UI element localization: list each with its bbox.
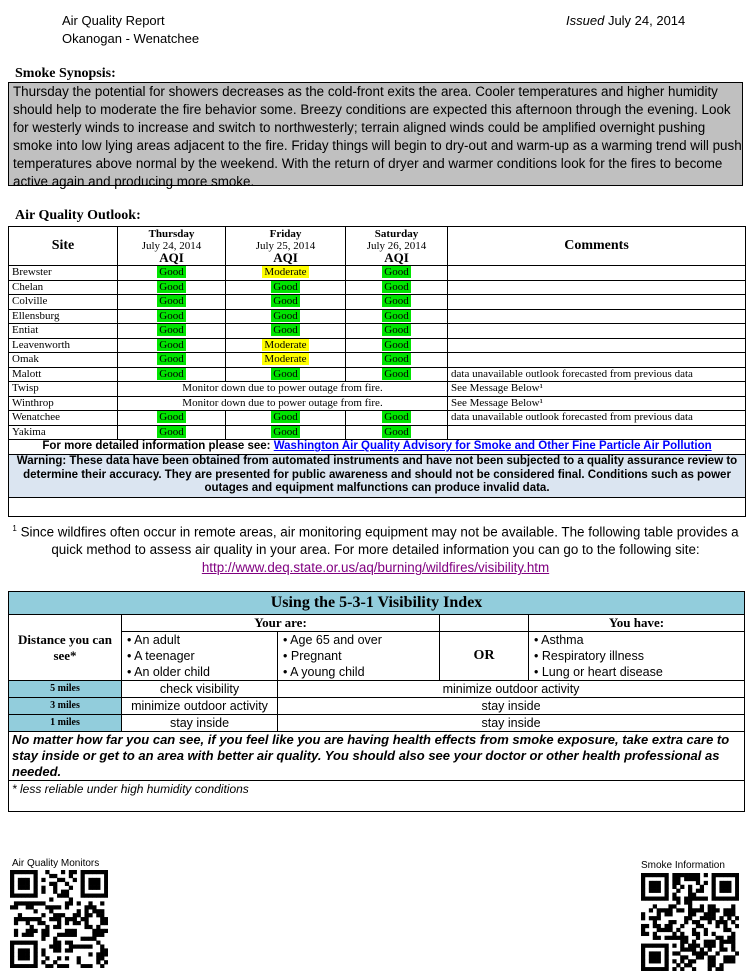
- outlook-row: [9, 382, 746, 397]
- aqi-badge: Good: [159, 367, 184, 380]
- aqi-badge: Moderate: [264, 266, 307, 279]
- aqi-badge: Good: [384, 309, 409, 322]
- blank-row: [9, 497, 746, 516]
- site-name: Brewster: [9, 266, 118, 281]
- health-note: No matter how far you can see, if you feel like you are having health effects from smoke exposure, take extra care to stay inside or get to an area with better air quality. You should also see your doctor or other health professional as needed.: [9, 732, 745, 781]
- day-header: Saturday July 26, 2014 AQI: [346, 227, 448, 266]
- aqi-badge: Good: [384, 367, 409, 380]
- site-name: Colville: [9, 295, 118, 310]
- your-are-header: Your are:: [122, 615, 440, 632]
- vis-row-5: 5 miles check visibility minimize outdoor activity: [9, 681, 745, 698]
- visibility-table: [8, 591, 745, 812]
- outlook-row: [9, 367, 746, 382]
- comment: [448, 324, 746, 339]
- site-name: Wenatchee: [9, 411, 118, 426]
- monitor-down-note: Monitor down due to power outage from fire.: [118, 382, 448, 397]
- or-label: OR: [440, 632, 529, 681]
- aqi-badge: Good: [384, 353, 409, 366]
- humidity-footnote: * less reliable under high humidity conditions: [9, 781, 745, 812]
- report-title: Air Quality Report: [62, 13, 165, 28]
- comment: [448, 295, 746, 310]
- qr-left-label: Air Quality Monitors: [12, 858, 100, 869]
- you-have-header: You have:: [529, 615, 745, 632]
- vis-row-3: 3 miles minimize outdoor activity stay inside: [9, 698, 745, 715]
- issued-label: Issued: [566, 13, 605, 28]
- aqi-badge: Good: [384, 295, 409, 308]
- comment: See Message Below¹: [448, 396, 746, 411]
- site-name: Leavenworth: [9, 338, 118, 353]
- footnote-text: Since wildfires often occur in remote areas, air monitoring equipment may not be available. The following table provides a quick method to assess air quality in your area. For more detailed information you can go to the following site:: [16, 524, 739, 558]
- aqi-badge: Good: [159, 295, 184, 308]
- outlook-row: [9, 396, 746, 411]
- issued-date: [566, 12, 685, 30]
- site-name: Ellensburg: [9, 309, 118, 324]
- aqi-badge: Good: [273, 425, 298, 438]
- comment: data unavailable outlook forecasted from previous data: [448, 367, 746, 382]
- day-header: Friday July 25, 2014 AQI: [226, 227, 346, 266]
- site-name: Winthrop: [9, 396, 118, 411]
- outlook-row: [9, 309, 746, 324]
- distance-header: Distance you can see*: [9, 615, 122, 681]
- outlook-row: [9, 353, 746, 368]
- outlook-title: Air Quality Outlook:: [15, 208, 141, 223]
- aqi-badge: Moderate: [264, 338, 307, 351]
- comment: [448, 338, 746, 353]
- site-header: Site: [9, 227, 118, 266]
- aqi-badge: Good: [159, 425, 184, 438]
- aqi-badge: Good: [159, 309, 184, 322]
- comment: [448, 266, 746, 281]
- comment: [448, 280, 746, 295]
- aqi-badge: Good: [159, 411, 184, 424]
- outlook-row: [9, 280, 746, 295]
- vis-row-1: 1 miles stay inside stay inside: [9, 715, 745, 732]
- aqi-badge: Good: [384, 324, 409, 337]
- warning-row: [9, 454, 746, 497]
- outlook-row: [9, 338, 746, 353]
- aqi-badge: Good: [384, 425, 409, 438]
- site-name: Twisp: [9, 382, 118, 397]
- outlook-row: [9, 425, 746, 440]
- footnote: $^1$ Since wildfires often occur in remote areas, air monitoring equipment may not be available. The following table provides a quick method to assess air quality in your area. For more detailed information you can go to the following site: http://www.deq.state.or.us/aq/burning/wildfires/visibility.htm: [12, 524, 739, 576]
- aqi-badge: Good: [384, 266, 409, 279]
- qr-code-smoke-information[interactable]: [641, 873, 739, 971]
- aqi-badge: Good: [273, 295, 298, 308]
- report-region: Okanogan - Wenatchee: [62, 31, 200, 46]
- outlook-row: [9, 324, 746, 339]
- site-name: Malott: [9, 367, 118, 382]
- outlook-row: [9, 411, 746, 426]
- issued-value: July 24, 2014: [607, 13, 686, 28]
- group-3-list: • Asthma • Respiratory illness • Lung or heart disease: [532, 632, 741, 680]
- aqi-badge: Good: [159, 353, 184, 366]
- outlook-row: [9, 266, 746, 281]
- advisory-link[interactable]: Washington Air Quality Advisory for Smoke and Other Fine Particle Air Pollution: [273, 440, 712, 453]
- site-name: Chelan: [9, 280, 118, 295]
- comment: [448, 353, 746, 368]
- aqi-badge: Good: [384, 338, 409, 351]
- aqi-badge: Moderate: [264, 353, 307, 366]
- monitor-down-note: Monitor down due to power outage from fire.: [118, 396, 448, 411]
- aqi-badge: Good: [159, 324, 184, 337]
- report-header: [62, 12, 199, 48]
- warning-text: Warning: These data have been obtained from automated instruments and have not been subjected to a quality assurance review to determine their accuracy. They are presented for public awareness and should not be considered final. Conditions such as power outages and equipment malfunctions can produce invalid data.: [9, 454, 746, 497]
- site-name: Yakima: [9, 425, 118, 440]
- site-name: Omak: [9, 353, 118, 368]
- group-2-list: • Age 65 and over • Pregnant • A young child: [281, 632, 436, 680]
- synopsis-text: Thursday the potential for showers decreases as the cold-front exits the area. Cooler temperatures and higher humidity should help to moderate the fire behavior some. Breezy conditions are expected this afternoon through the evening. Look for westerly winds to increase and switch to northwesterly; terrain aligned winds could be amplified overnight pushing smoke into low lying areas adjacent to the fire. Friday things will begin to dry-out and warm-up as a warming trend will push temperatures above normal by the weekend. With the return of dryer and warmer conditions look for the fires to become active again and producing more smoke.: [8, 82, 743, 186]
- info-label: For more detailed information please see:: [42, 440, 271, 453]
- comment: [448, 309, 746, 324]
- aqi-badge: Good: [273, 411, 298, 424]
- synopsis-title: Smoke Synopsis:: [15, 66, 116, 81]
- day-header: Thursday July 24, 2014 AQI: [118, 227, 226, 266]
- aqi-badge: Good: [384, 411, 409, 424]
- outlook-row: [9, 295, 746, 310]
- aqi-badge: Good: [273, 309, 298, 322]
- info-row: [9, 440, 746, 455]
- aqi-badge: Good: [273, 280, 298, 293]
- outlook-header-row: [9, 227, 746, 266]
- qr-code-air-quality-monitors[interactable]: [10, 870, 108, 968]
- comment: [448, 425, 746, 440]
- visibility-title: Using the 5-3-1 Visibility Index: [9, 592, 745, 615]
- comment: data unavailable outlook forecasted from previous data: [448, 411, 746, 426]
- aqi-badge: Good: [159, 266, 184, 279]
- comment: See Message Below¹: [448, 382, 746, 397]
- outlook-table: [8, 226, 746, 517]
- aqi-badge: Good: [159, 338, 184, 351]
- visibility-link[interactable]: http://www.deq.state.or.us/aq/burning/wildfires/visibility.htm: [201, 560, 550, 576]
- aqi-badge: Good: [159, 280, 184, 293]
- aqi-badge: Good: [384, 280, 409, 293]
- aqi-badge: Good: [273, 367, 298, 380]
- group-1-list: • An adult • A teenager • An older child: [125, 632, 274, 680]
- site-name: Entiat: [9, 324, 118, 339]
- comments-header: Comments: [448, 227, 746, 266]
- qr-right-label: Smoke Information: [641, 860, 725, 871]
- aqi-badge: Good: [273, 324, 298, 337]
